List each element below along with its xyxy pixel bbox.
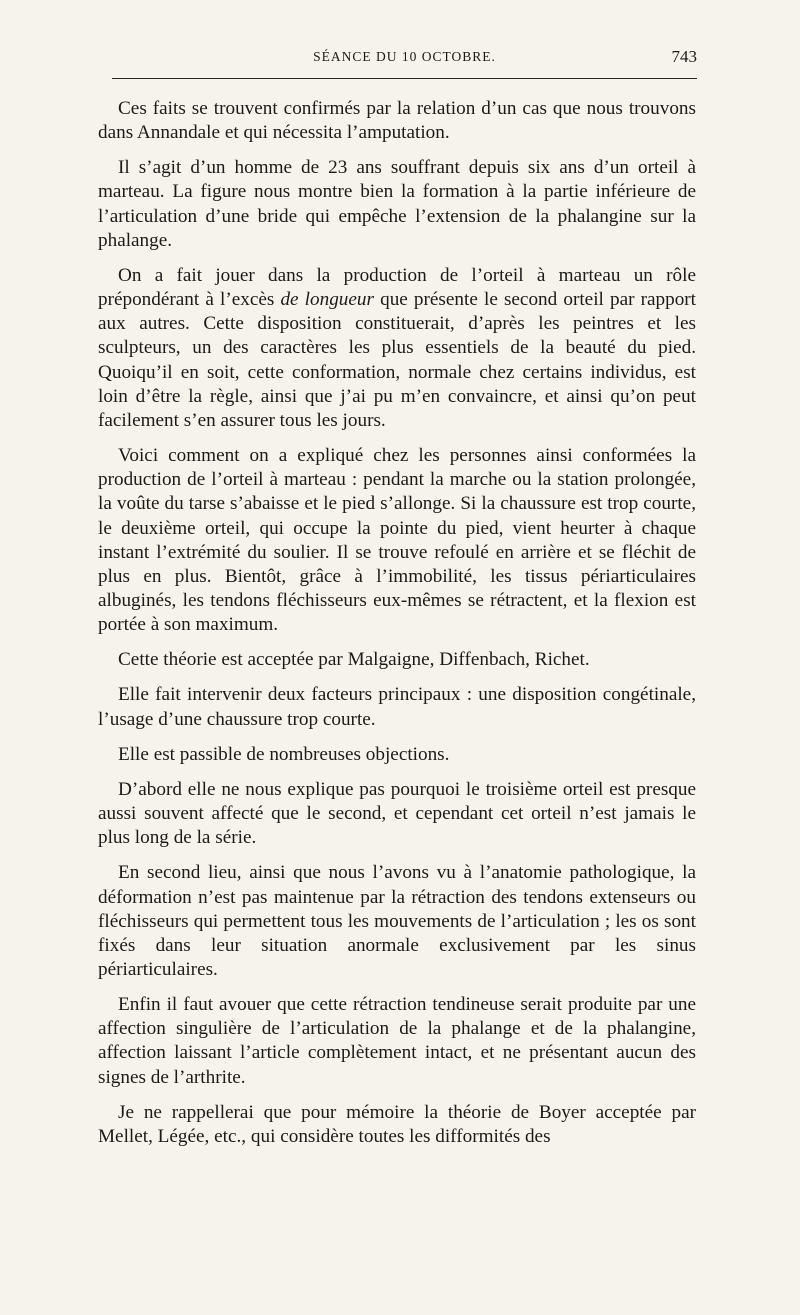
paragraph-3-text-before: On a fait jouer dans la production de l’orteil à marteau un rôle prépondérant à l’excès bbox=[98, 264, 696, 311]
header-rule bbox=[112, 78, 697, 79]
paragraph-5: Cette théorie est acceptée par Malgaigne, Diffenbach, Richet. bbox=[118, 649, 590, 671]
paragraph-9: En second lieu, ainsi que nous l’avons vu à l’anatomie pathologique, la déformation n’est pas maintenue par la rétraction des tendons extenseurs ou fléchisseurs qui permettent tous les mouvements de l’articulation ; les os sont fixés dans leur situation anormale exclusivement par les sinus périarticulaires. bbox=[98, 862, 696, 980]
running-title: SÉANCE DU 10 OCTOBRE. bbox=[313, 49, 496, 64]
paragraph-4: Voici comment on a expliqué chez les personnes ainsi conformées la production de l’orteil à marteau : pendant la marche ou la station prolongée, la voûte du tarse s’abaisse et le pied s’allonge. Si la chaussure est trop courte, le deuxième orteil, qui occupe la pointe du pied, vient heurter à chaque instant l’extrémité du soulier. Il se trouve refoulé en arrière et se fléchit de plus en plus. Bientôt, grâce à l’immobilité, les tissus périarticulaires albuginés, les tendons fléchisseurs eux-mêmes se rétractent, et la flexion est portée à son maximum. bbox=[98, 445, 696, 636]
paragraph-11: Je ne rappellerai que pour mémoire la théorie de Boyer acceptée par Mellet, Légée, etc., qui considère toutes les difformités des bbox=[98, 1101, 696, 1147]
body-text bbox=[98, 97, 696, 1149]
paragraph-1: Ces faits se trouvent confirmés par la relation d’un cas que nous trouvons dans Annandale et qui nécessita l’amputation. bbox=[98, 98, 696, 144]
italic-emphasis: de longueur bbox=[280, 289, 374, 311]
paragraph-2: Il s’agit d’un homme de 23 ans souffrant depuis six ans d’un orteil à marteau. La figure nous montre bien la formation à la partie inférieure de l’articulation d’une bride qui empêche l’extension de la phalangine sur la phalange. bbox=[98, 157, 696, 251]
running-head bbox=[112, 44, 697, 74]
paragraph-6: Elle fait intervenir deux facteurs principaux : une disposition congétinale, l’usage d’une chaussure trop courte. bbox=[98, 684, 696, 730]
paragraph-8: D’abord elle ne nous explique pas pourquoi le troisième orteil est presque aussi souvent affecté que le second, et cependant cet orteil n’est jamais le plus long de la série. bbox=[98, 778, 696, 849]
page-number: 743 bbox=[671, 47, 697, 66]
paragraph-3-text-after: que présente le second orteil par rapport aux autres. Cette disposition constituerait, d’après les peintres et les sculpteurs, un des caractères les plus essentiels de la beauté du pied. Quoiqu’il en soit, cette conformation, normale chez certains individus, est loin d’être la règle, ainsi que j’ai pu m’en convaincre, et ainsi qu’on peut facilement s’en assurer tous les jours. bbox=[98, 289, 697, 431]
paragraph-10: Enfin il faut avouer que cette rétraction tendineuse serait produite par une affection singulière de l’articulation de la phalange et de la phalangine, affection laissant l’article complètement intact, et ne présentant aucun des signes de l’arthrite. bbox=[98, 994, 696, 1088]
paragraph-3 bbox=[98, 264, 696, 433]
paragraph-7: Elle est passible de nombreuses objections. bbox=[118, 743, 450, 765]
